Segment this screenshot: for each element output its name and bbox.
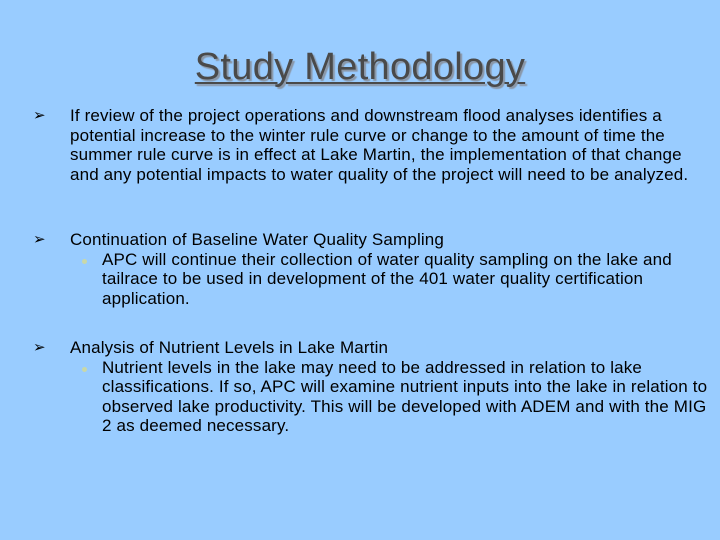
arrow-bullet-icon: ➢ xyxy=(33,107,46,124)
bullet-text: Continuation of Baseline Water Quality Sampling xyxy=(70,230,445,249)
arrow-bullet-icon: ➢ xyxy=(33,339,46,356)
dot-bullet-icon xyxy=(82,259,87,264)
bullet-text: If review of the project operations and downstream flood analyses identifies a potential increase to the winter rule curve or change to the amount of time the summer rule curve is in effect at Lake Martin, the implementation of that change and any potential impacts to water quality of the project will need to be analyzed. xyxy=(70,106,689,184)
sub-bullet-text: APC will continue their collection of water quality sampling on the lake and tailrace to be used in development of the 401 water quality certification application. xyxy=(102,249,672,308)
slide-title: Study Methodology xyxy=(194,46,526,88)
arrow-bullet-icon: ➢ xyxy=(33,231,46,248)
sub-bullet-text: Nutrient levels in the lake may need to be addressed in relation to lake classifications. If so, APC will examine nutrient inputs into the lake in relation to observed lake productivity. This will be developed with ADEM and with the MIG 2 as deemed necessary. xyxy=(102,357,708,435)
dot-bullet-icon xyxy=(82,367,87,372)
bullet-text: Analysis of Nutrient Levels in Lake Martin xyxy=(70,338,389,357)
